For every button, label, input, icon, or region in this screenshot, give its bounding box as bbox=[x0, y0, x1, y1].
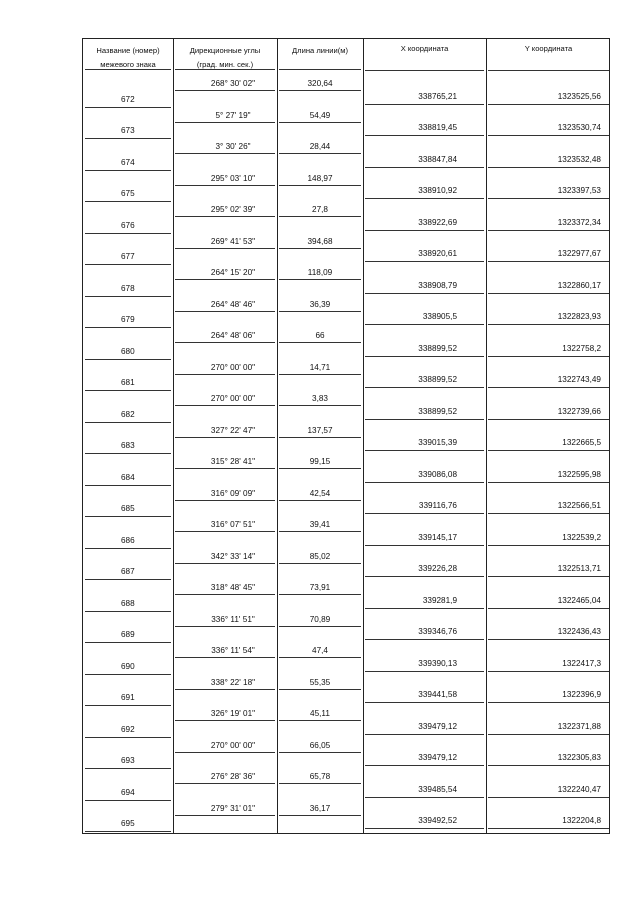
header-length: Длина линии(м) bbox=[292, 46, 348, 55]
direction-angle: 295° 03' 10" bbox=[210, 173, 256, 183]
direction-angle: 327° 22' 47" bbox=[210, 425, 256, 435]
row-divider bbox=[85, 233, 171, 234]
y-coordinate: 1322436,43 bbox=[557, 627, 601, 637]
row-divider bbox=[488, 387, 609, 388]
boundary-mark-name: 683 bbox=[121, 441, 135, 451]
row-divider bbox=[279, 468, 361, 469]
row-divider bbox=[365, 576, 484, 577]
row-divider bbox=[175, 279, 275, 280]
row-divider bbox=[175, 689, 275, 690]
boundary-mark-name: 684 bbox=[121, 472, 135, 482]
boundary-mark-name: 689 bbox=[121, 630, 135, 640]
row-divider bbox=[279, 311, 361, 312]
y-coordinate: 1322566,51 bbox=[557, 501, 601, 511]
row-divider bbox=[279, 374, 361, 375]
y-coordinate: 1322240,47 bbox=[557, 784, 601, 794]
boundary-mark-name: 678 bbox=[121, 283, 135, 293]
row-divider bbox=[175, 594, 275, 595]
line-length: 45,11 bbox=[310, 709, 330, 718]
direction-angle: 268° 30' 02" bbox=[210, 79, 256, 88]
direction-angle: 264° 48' 46" bbox=[210, 299, 256, 309]
row-divider bbox=[488, 797, 609, 798]
row-divider bbox=[488, 671, 609, 672]
row-divider bbox=[365, 671, 484, 672]
line-length: 27,8 bbox=[312, 205, 328, 214]
row-divider bbox=[488, 70, 609, 71]
y-coordinate: 1323525,56 bbox=[557, 91, 601, 101]
row-divider bbox=[279, 153, 361, 154]
row-divider bbox=[488, 608, 609, 609]
line-length: 3,83 bbox=[312, 394, 328, 403]
row-divider bbox=[175, 626, 275, 627]
row-divider bbox=[488, 545, 609, 546]
header-y: Y координата bbox=[524, 44, 573, 53]
boundary-mark-name: 687 bbox=[121, 567, 135, 577]
x-coordinate: 338920,61 bbox=[418, 249, 457, 259]
row-divider bbox=[365, 167, 484, 168]
line-length: 65,78 bbox=[309, 772, 331, 781]
row-divider bbox=[279, 185, 361, 186]
row-divider bbox=[85, 705, 171, 706]
row-divider bbox=[488, 639, 609, 640]
row-divider bbox=[279, 90, 361, 91]
direction-angle: 315° 28' 41" bbox=[210, 457, 256, 466]
column-divider bbox=[173, 39, 174, 833]
boundary-mark-name: 673 bbox=[121, 126, 135, 136]
direction-angle: 336° 11' 54" bbox=[211, 646, 255, 655]
row-divider bbox=[85, 422, 171, 423]
row-divider bbox=[488, 293, 609, 294]
coordinates-table bbox=[82, 38, 610, 834]
line-length: 28,44 bbox=[309, 142, 331, 151]
boundary-mark-name: 688 bbox=[121, 598, 135, 608]
row-divider bbox=[365, 324, 484, 325]
row-divider bbox=[175, 69, 275, 70]
boundary-mark-name: 691 bbox=[121, 693, 135, 703]
row-divider bbox=[488, 135, 609, 136]
line-length: 66,05 bbox=[309, 740, 331, 750]
row-divider bbox=[279, 122, 361, 123]
boundary-mark-name: 679 bbox=[121, 315, 135, 325]
row-divider bbox=[365, 828, 484, 829]
line-length: 54,49 bbox=[309, 110, 331, 120]
row-divider bbox=[85, 264, 171, 265]
row-divider bbox=[85, 485, 171, 486]
y-coordinate: 1322204,8 bbox=[562, 816, 601, 826]
row-divider bbox=[175, 815, 275, 816]
row-divider bbox=[85, 327, 171, 328]
row-divider bbox=[85, 579, 171, 580]
row-divider bbox=[85, 170, 171, 171]
boundary-mark-name: 693 bbox=[121, 756, 135, 766]
direction-angle: 295° 02' 39" bbox=[210, 205, 256, 214]
line-length: 320,64 bbox=[307, 79, 333, 88]
y-coordinate: 1323530,74 bbox=[557, 123, 601, 133]
row-divider bbox=[279, 689, 361, 690]
boundary-mark-name: 675 bbox=[121, 189, 135, 199]
direction-angle: 316° 09' 09" bbox=[210, 488, 256, 498]
row-divider bbox=[175, 405, 275, 406]
row-divider bbox=[85, 359, 171, 360]
row-divider bbox=[279, 783, 361, 784]
direction-angle: 270° 00' 00" bbox=[210, 394, 256, 403]
line-length: 55,35 bbox=[309, 677, 331, 687]
x-coordinate: 339116,76 bbox=[418, 501, 457, 511]
direction-angle: 316° 07' 51" bbox=[210, 520, 256, 529]
row-divider bbox=[279, 531, 361, 532]
direction-angle: 270° 00' 00" bbox=[210, 362, 256, 372]
row-divider bbox=[85, 768, 171, 769]
x-coordinate: 338905,5 bbox=[422, 312, 457, 322]
row-divider bbox=[488, 828, 609, 829]
row-divider bbox=[365, 356, 484, 357]
x-coordinate: 339479,12 bbox=[418, 753, 457, 763]
direction-angle: 276° 28' 36" bbox=[210, 772, 256, 781]
row-divider bbox=[488, 324, 609, 325]
row-divider bbox=[365, 135, 484, 136]
y-coordinate: 1322743,49 bbox=[557, 375, 601, 385]
boundary-mark-name: 692 bbox=[121, 724, 135, 734]
direction-angle: 264° 15' 20" bbox=[210, 268, 256, 277]
line-length: 66 bbox=[315, 331, 325, 340]
y-coordinate: 1322513,71 bbox=[557, 564, 601, 574]
y-coordinate: 1322396,9 bbox=[562, 690, 601, 700]
row-divider bbox=[365, 734, 484, 735]
boundary-mark-name: 674 bbox=[121, 157, 135, 167]
row-divider bbox=[175, 311, 275, 312]
row-divider bbox=[279, 405, 361, 406]
x-coordinate: 339492,52 bbox=[418, 816, 457, 826]
boundary-mark-name: 685 bbox=[121, 504, 135, 514]
boundary-mark-name: 694 bbox=[121, 787, 135, 797]
row-divider bbox=[365, 765, 484, 766]
row-divider bbox=[365, 450, 484, 451]
y-coordinate: 1322860,17 bbox=[557, 280, 601, 290]
y-coordinate: 1322823,93 bbox=[557, 312, 601, 322]
direction-angle: 318° 48' 45" bbox=[210, 583, 256, 592]
row-divider bbox=[279, 752, 361, 753]
y-coordinate: 1322595,98 bbox=[557, 469, 601, 479]
row-divider bbox=[279, 815, 361, 816]
boundary-mark-name: 680 bbox=[121, 346, 135, 356]
row-divider bbox=[279, 657, 361, 658]
line-length: 85,02 bbox=[309, 551, 331, 561]
x-coordinate: 338899,52 bbox=[418, 406, 457, 416]
row-divider bbox=[488, 104, 609, 105]
row-divider bbox=[488, 198, 609, 199]
line-length: 99,15 bbox=[309, 457, 331, 466]
x-coordinate: 338819,45 bbox=[418, 123, 457, 133]
boundary-mark-name: 690 bbox=[121, 661, 135, 671]
row-divider bbox=[488, 419, 609, 420]
x-coordinate: 339226,28 bbox=[418, 564, 457, 574]
row-divider bbox=[175, 563, 275, 564]
direction-angle: 269° 41' 53" bbox=[210, 236, 256, 246]
row-divider bbox=[488, 450, 609, 451]
row-divider bbox=[175, 90, 275, 91]
x-coordinate: 339485,54 bbox=[418, 784, 457, 794]
line-length: 47,4 bbox=[312, 646, 328, 655]
line-length: 36,17 bbox=[309, 803, 331, 813]
x-coordinate: 339390,13 bbox=[418, 658, 457, 668]
row-divider bbox=[279, 500, 361, 501]
direction-angle: 342° 33' 14" bbox=[210, 551, 256, 561]
y-coordinate: 1323532,48 bbox=[557, 154, 601, 164]
x-coordinate: 338908,79 bbox=[418, 280, 457, 290]
column-divider bbox=[363, 39, 364, 833]
row-divider bbox=[365, 513, 484, 514]
row-divider bbox=[279, 342, 361, 343]
row-divider bbox=[279, 248, 361, 249]
direction-angle: 5° 27' 19" bbox=[215, 110, 251, 120]
x-coordinate: 338910,92 bbox=[418, 186, 457, 196]
row-divider bbox=[85, 107, 171, 108]
row-divider bbox=[279, 279, 361, 280]
direction-angle: 264° 48' 06" bbox=[210, 331, 256, 340]
row-divider bbox=[175, 752, 275, 753]
row-divider bbox=[175, 122, 275, 123]
row-divider bbox=[85, 611, 171, 612]
row-divider bbox=[85, 138, 171, 139]
y-coordinate: 1322739,66 bbox=[557, 406, 601, 416]
row-divider bbox=[279, 626, 361, 627]
direction-angle: 338° 22' 18" bbox=[210, 677, 256, 687]
row-divider bbox=[85, 390, 171, 391]
row-divider bbox=[365, 261, 484, 262]
x-coordinate: 338899,52 bbox=[418, 375, 457, 385]
row-divider bbox=[175, 342, 275, 343]
y-coordinate: 1322371,88 bbox=[557, 721, 601, 731]
row-divider bbox=[365, 482, 484, 483]
row-divider bbox=[365, 702, 484, 703]
boundary-mark-name: 681 bbox=[121, 378, 135, 388]
y-coordinate: 1323372,34 bbox=[557, 217, 601, 227]
row-divider bbox=[175, 374, 275, 375]
row-divider bbox=[175, 783, 275, 784]
row-divider bbox=[488, 513, 609, 514]
row-divider bbox=[85, 516, 171, 517]
row-divider bbox=[85, 201, 171, 202]
row-divider bbox=[365, 387, 484, 388]
header-x: X координата bbox=[400, 44, 449, 53]
y-coordinate: 1322305,83 bbox=[557, 753, 601, 763]
boundary-mark-name: 676 bbox=[121, 220, 135, 230]
line-length: 14,71 bbox=[309, 362, 331, 372]
x-coordinate: 338847,84 bbox=[418, 154, 457, 164]
line-length: 137,57 bbox=[307, 425, 333, 435]
direction-angle: 3° 30' 26" bbox=[215, 142, 251, 151]
y-coordinate: 1323397,53 bbox=[557, 186, 601, 196]
row-divider bbox=[85, 674, 171, 675]
row-divider bbox=[175, 500, 275, 501]
x-coordinate: 338922,69 bbox=[418, 217, 457, 227]
direction-angle: 279° 31' 01" bbox=[210, 803, 256, 813]
row-divider bbox=[85, 296, 171, 297]
row-divider bbox=[365, 198, 484, 199]
row-divider bbox=[488, 167, 609, 168]
row-divider bbox=[488, 230, 609, 231]
row-divider bbox=[365, 608, 484, 609]
header-name-line1: Название (номер) bbox=[96, 46, 160, 55]
boundary-mark-name: 672 bbox=[121, 94, 135, 104]
line-length: 70,89 bbox=[309, 614, 331, 624]
row-divider bbox=[488, 261, 609, 262]
row-divider bbox=[279, 563, 361, 564]
row-divider bbox=[85, 642, 171, 643]
line-length: 148,97 bbox=[307, 173, 333, 183]
row-divider bbox=[488, 356, 609, 357]
line-length: 39,41 bbox=[309, 520, 331, 529]
row-divider bbox=[365, 293, 484, 294]
row-divider bbox=[85, 453, 171, 454]
row-divider bbox=[85, 69, 171, 70]
row-divider bbox=[175, 531, 275, 532]
line-length: 73,91 bbox=[309, 583, 331, 592]
row-divider bbox=[85, 737, 171, 738]
row-divider bbox=[279, 216, 361, 217]
row-divider bbox=[175, 657, 275, 658]
row-divider bbox=[175, 468, 275, 469]
y-coordinate: 1322665,5 bbox=[562, 438, 601, 448]
x-coordinate: 339479,12 bbox=[418, 721, 457, 731]
row-divider bbox=[365, 230, 484, 231]
y-coordinate: 1322758,2 bbox=[562, 343, 601, 353]
row-divider bbox=[85, 800, 171, 801]
row-divider bbox=[85, 548, 171, 549]
y-coordinate: 1322465,04 bbox=[557, 595, 601, 605]
row-divider bbox=[365, 104, 484, 105]
row-divider bbox=[365, 419, 484, 420]
row-divider bbox=[488, 702, 609, 703]
y-coordinate: 1322977,67 bbox=[557, 249, 601, 259]
line-length: 118,09 bbox=[307, 268, 333, 277]
row-divider bbox=[279, 69, 361, 70]
x-coordinate: 339145,17 bbox=[418, 532, 457, 542]
x-coordinate: 339015,39 bbox=[418, 438, 457, 448]
row-divider bbox=[175, 248, 275, 249]
row-divider bbox=[488, 482, 609, 483]
line-length: 36,39 bbox=[309, 299, 331, 309]
row-divider bbox=[279, 437, 361, 438]
boundary-mark-name: 677 bbox=[121, 252, 135, 262]
x-coordinate: 338765,21 bbox=[418, 91, 457, 101]
row-divider bbox=[175, 185, 275, 186]
header-angle-line1: Дирекционные углы bbox=[189, 46, 261, 55]
x-coordinate: 339441,58 bbox=[418, 690, 457, 700]
y-coordinate: 1322417,3 bbox=[562, 658, 601, 668]
row-divider bbox=[365, 639, 484, 640]
line-length: 42,54 bbox=[309, 488, 331, 498]
direction-angle: 326° 19' 01" bbox=[210, 709, 256, 718]
boundary-mark-name: 686 bbox=[121, 535, 135, 545]
row-divider bbox=[175, 153, 275, 154]
row-divider bbox=[365, 545, 484, 546]
header-name-line2: межевого знака bbox=[100, 60, 156, 69]
y-coordinate: 1322539,2 bbox=[562, 532, 601, 542]
row-divider bbox=[175, 720, 275, 721]
row-divider bbox=[365, 70, 484, 71]
column-divider bbox=[277, 39, 278, 833]
line-length: 394,68 bbox=[307, 236, 333, 246]
boundary-mark-name: 682 bbox=[121, 409, 135, 419]
x-coordinate: 338899,52 bbox=[418, 343, 457, 353]
row-divider bbox=[488, 765, 609, 766]
row-divider bbox=[488, 576, 609, 577]
direction-angle: 270° 00' 00" bbox=[210, 740, 256, 750]
x-coordinate: 339281,9 bbox=[422, 595, 457, 605]
x-coordinate: 339086,08 bbox=[418, 469, 457, 479]
row-divider bbox=[488, 734, 609, 735]
direction-angle: 336° 11' 51" bbox=[211, 614, 255, 624]
row-divider bbox=[365, 797, 484, 798]
boundary-mark-name: 695 bbox=[121, 819, 135, 829]
header-angle-line2: (град. мин. сек.) bbox=[196, 60, 254, 69]
column-divider bbox=[486, 39, 487, 833]
row-divider bbox=[279, 720, 361, 721]
row-divider bbox=[175, 216, 275, 217]
row-divider bbox=[85, 831, 171, 832]
row-divider bbox=[279, 594, 361, 595]
x-coordinate: 339346,76 bbox=[418, 627, 457, 637]
row-divider bbox=[175, 437, 275, 438]
